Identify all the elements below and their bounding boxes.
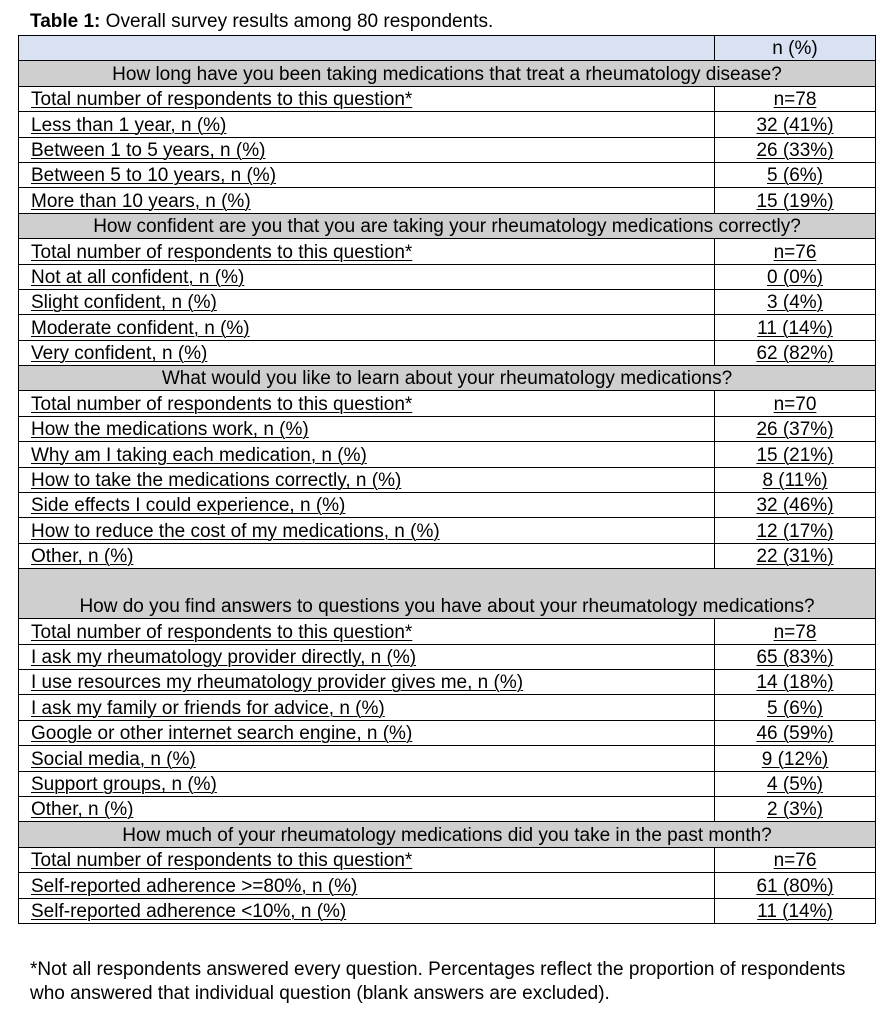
row-label: Total number of respondents to this question*: [19, 391, 715, 416]
table-row: [19, 340, 876, 365]
row-value: 32 (46%): [715, 493, 876, 518]
table-row: [19, 391, 876, 416]
header-value-cell: n (%): [715, 36, 876, 61]
row-value: 5 (6%): [715, 162, 876, 187]
table-row: [19, 315, 876, 340]
row-label: Google or other internet search engine, n (%): [19, 720, 715, 745]
row-label: Slight confident, n (%): [19, 289, 715, 314]
row-label: Not at all confident, n (%): [19, 264, 715, 289]
table-row: [19, 796, 876, 821]
row-label: Side effects I could experience, n (%): [19, 493, 715, 518]
footnote: *Not all respondents answered every question. Percentages reflect the proportion of respondents who answered that individual question (blank answers are excluded).: [30, 959, 846, 1004]
table-caption: [30, 10, 493, 34]
row-label: Why am I taking each medication, n (%): [19, 442, 715, 467]
section-header-row: [19, 213, 876, 238]
table-row: [19, 669, 876, 694]
row-label: Total number of respondents to this question*: [19, 847, 715, 872]
section-header-row: [19, 61, 876, 86]
row-label: Total number of respondents to this question*: [19, 86, 715, 111]
row-value: 14 (18%): [715, 669, 876, 694]
table-header-row: [19, 36, 876, 61]
row-label: Self-reported adherence >=80%, n (%): [19, 873, 715, 898]
row-value: 0 (0%): [715, 264, 876, 289]
section-question: How do you find answers to questions you have about your rheumatology medications?: [19, 569, 876, 619]
table-row: [19, 543, 876, 568]
row-value: 26 (33%): [715, 137, 876, 162]
row-value: 9 (12%): [715, 746, 876, 771]
row-label: Other, n (%): [19, 543, 715, 568]
row-label: Moderate confident, n (%): [19, 315, 715, 340]
row-value: 46 (59%): [715, 720, 876, 745]
table-row: [19, 619, 876, 644]
survey-results-table: [18, 35, 876, 924]
row-label: I ask my family or friends for advice, n (%): [19, 695, 715, 720]
row-value: n=78: [715, 619, 876, 644]
table-row: [19, 467, 876, 492]
table-row: [19, 239, 876, 264]
caption-label: Table 1:: [30, 11, 101, 32]
table-row: [19, 771, 876, 796]
row-value: 32 (41%): [715, 112, 876, 137]
row-value: 4 (5%): [715, 771, 876, 796]
header-blank-cell: [19, 36, 715, 61]
survey-table-body: [19, 36, 876, 924]
table-row: [19, 873, 876, 898]
row-value: 61 (80%): [715, 873, 876, 898]
row-value: 8 (11%): [715, 467, 876, 492]
row-label: I ask my rheumatology provider directly, n (%): [19, 644, 715, 669]
row-value: n=78: [715, 86, 876, 111]
table-row: [19, 644, 876, 669]
row-label: Support groups, n (%): [19, 771, 715, 796]
row-label: Social media, n (%): [19, 746, 715, 771]
section-header-row: [19, 822, 876, 847]
row-value: 3 (4%): [715, 289, 876, 314]
table-row: [19, 289, 876, 314]
row-label: Other, n (%): [19, 796, 715, 821]
table-row: [19, 898, 876, 923]
table-row: [19, 162, 876, 187]
row-value: 5 (6%): [715, 695, 876, 720]
table-row: [19, 86, 876, 111]
row-value: 11 (14%): [715, 315, 876, 340]
section-question: How confident are you that you are taking your rheumatology medications correctly?: [19, 213, 876, 238]
row-label: How to reduce the cost of my medications, n (%): [19, 518, 715, 543]
row-value: 2 (3%): [715, 796, 876, 821]
row-value: 12 (17%): [715, 518, 876, 543]
row-label: Less than 1 year, n (%): [19, 112, 715, 137]
table-row: [19, 746, 876, 771]
row-label: Very confident, n (%): [19, 340, 715, 365]
row-value: 62 (82%): [715, 340, 876, 365]
table-row: [19, 493, 876, 518]
row-label: Between 5 to 10 years, n (%): [19, 162, 715, 187]
row-label: How the medications work, n (%): [19, 416, 715, 441]
row-value: n=76: [715, 847, 876, 872]
row-label: More than 10 years, n (%): [19, 188, 715, 213]
row-value: 26 (37%): [715, 416, 876, 441]
section-question: What would you like to learn about your rheumatology medications?: [19, 366, 876, 391]
section-question: How much of your rheumatology medications did you take in the past month?: [19, 822, 876, 847]
table-row: [19, 264, 876, 289]
row-value: 15 (19%): [715, 188, 876, 213]
row-label: Between 1 to 5 years, n (%): [19, 137, 715, 162]
row-value: 11 (14%): [715, 898, 876, 923]
row-value: 65 (83%): [715, 644, 876, 669]
table-row: [19, 188, 876, 213]
row-label: Self-reported adherence <10%, n (%): [19, 898, 715, 923]
table-row: [19, 416, 876, 441]
row-label: Total number of respondents to this question*: [19, 619, 715, 644]
row-value: n=70: [715, 391, 876, 416]
table-row: [19, 695, 876, 720]
row-label: I use resources my rheumatology provider gives me, n (%): [19, 669, 715, 694]
section-question: How long have you been taking medications that treat a rheumatology disease?: [19, 61, 876, 86]
table-row: [19, 720, 876, 745]
row-value: n=76: [715, 239, 876, 264]
row-label: Total number of respondents to this question*: [19, 239, 715, 264]
section-header-row: [19, 569, 876, 619]
row-value: 15 (21%): [715, 442, 876, 467]
caption-text: Overall survey results among 80 respondents.: [100, 11, 494, 32]
row-label: How to take the medications correctly, n (%): [19, 467, 715, 492]
section-header-row: [19, 366, 876, 391]
table-row: [19, 518, 876, 543]
table-row: [19, 442, 876, 467]
table-row: [19, 112, 876, 137]
row-value: 22 (31%): [715, 543, 876, 568]
table-row: [19, 847, 876, 872]
table-row: [19, 137, 876, 162]
